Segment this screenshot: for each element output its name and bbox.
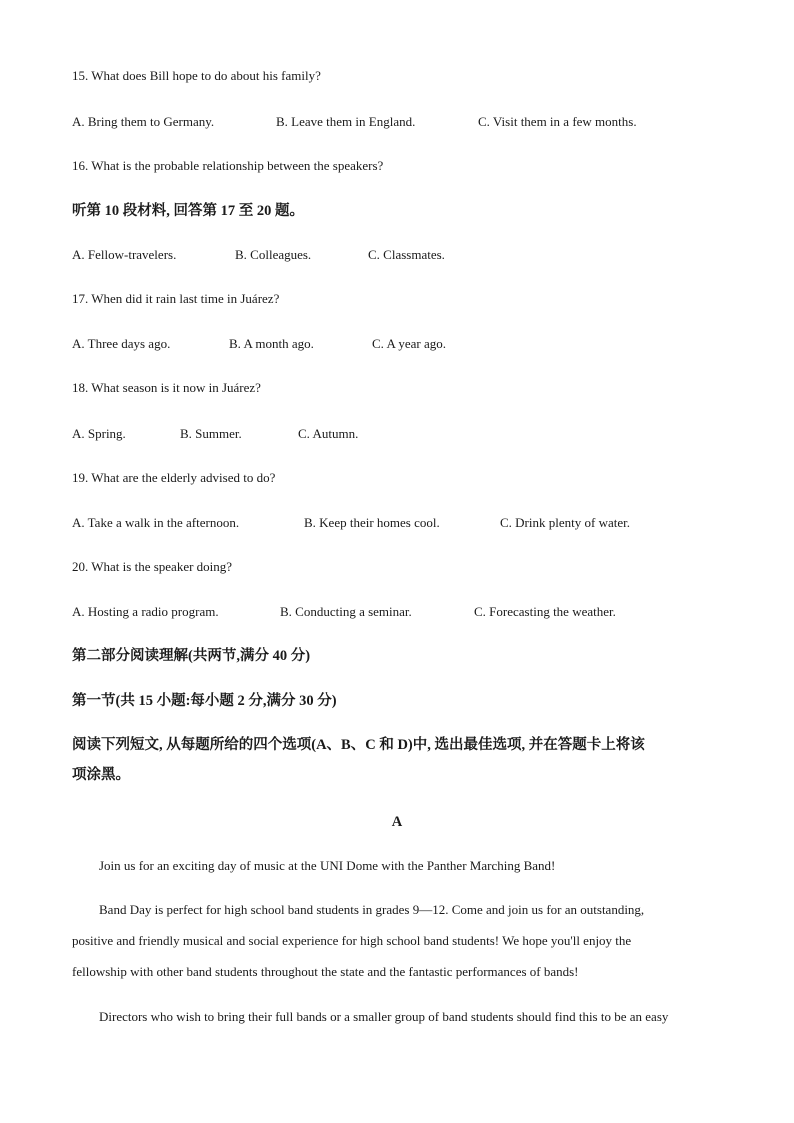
section-1-title: 第一节(共 15 小题:每小题 2 分,满分 30 分) (72, 693, 337, 709)
q17-option-b: B. A month ago. (229, 336, 314, 351)
section-10-heading: 听第 10 段材料, 回答第 17 至 20 题。 (72, 203, 304, 219)
passage-paragraph-2-line-2: positive and friendly musical and social experience for high school band students! We hope you'll enjoy the (72, 933, 632, 948)
q18-option-c: C. Autumn. (298, 426, 359, 441)
q17-option-a: A. Three days ago. (72, 336, 171, 351)
q16-option-b: B. Colleagues. (235, 247, 312, 262)
q20-option-b: B. Conducting a seminar. (280, 604, 412, 619)
q15-option-b: B. Leave them in England. (276, 114, 416, 129)
q19-option-c: C. Drink plenty of water. (500, 515, 630, 530)
q15-option-a: A. Bring them to Germany. (72, 114, 215, 129)
question-18: 18. What season is it now in Juárez? (72, 380, 261, 395)
q15-option-c: C. Visit them in a few months. (478, 114, 637, 129)
q16-option-c: C. Classmates. (368, 247, 445, 262)
q17-option-c: C. A year ago. (372, 336, 447, 351)
q18-option-a: A. Spring. (72, 426, 126, 441)
q20-option-c: C. Forecasting the weather. (474, 604, 616, 619)
q20-option-a: A. Hosting a radio program. (72, 604, 219, 619)
passage-letter: A (391, 814, 403, 830)
q19-option-b: B. Keep their homes cool. (304, 515, 440, 530)
part-2-title: 第二部分阅读理解(共两节,满分 40 分) (72, 648, 311, 664)
question-20: 20. What is the speaker doing? (72, 559, 233, 574)
passage-paragraph-2-line-1: Band Day is perfect for high school band students in grades 9—12. Come and join us for an outstanding, (99, 902, 645, 917)
instructions-line-1: 阅读下列短文, 从每题所给的四个选项(A、B、C 和 D)中, 选出最佳选项, 并在答题卡上将该 (72, 737, 645, 753)
passage-paragraph-2-line-3: fellowship with other band students throughout the state and the fantastic performances of bands! (72, 964, 579, 979)
question-19: 19. What are the elderly advised to do? (72, 470, 276, 485)
instructions-line-2: 项涂黑。 (72, 767, 130, 783)
question-15: 15. What does Bill hope to do about his family? (72, 68, 321, 83)
question-17: 17. When did it rain last time in Juárez? (72, 291, 280, 306)
q18-option-b: B. Summer. (180, 426, 242, 441)
passage-paragraph-1: Join us for an exciting day of music at the UNI Dome with the Panther Marching Band! (99, 858, 556, 873)
q19-option-a: A. Take a walk in the afternoon. (72, 515, 240, 530)
passage-paragraph-3-line-1: Directors who wish to bring their full bands or a smaller group of band students should find this to be an easy (99, 1009, 669, 1024)
question-16: 16. What is the probable relationship between the speakers? (72, 158, 384, 173)
q16-option-a: A. Fellow-travelers. (72, 247, 177, 262)
